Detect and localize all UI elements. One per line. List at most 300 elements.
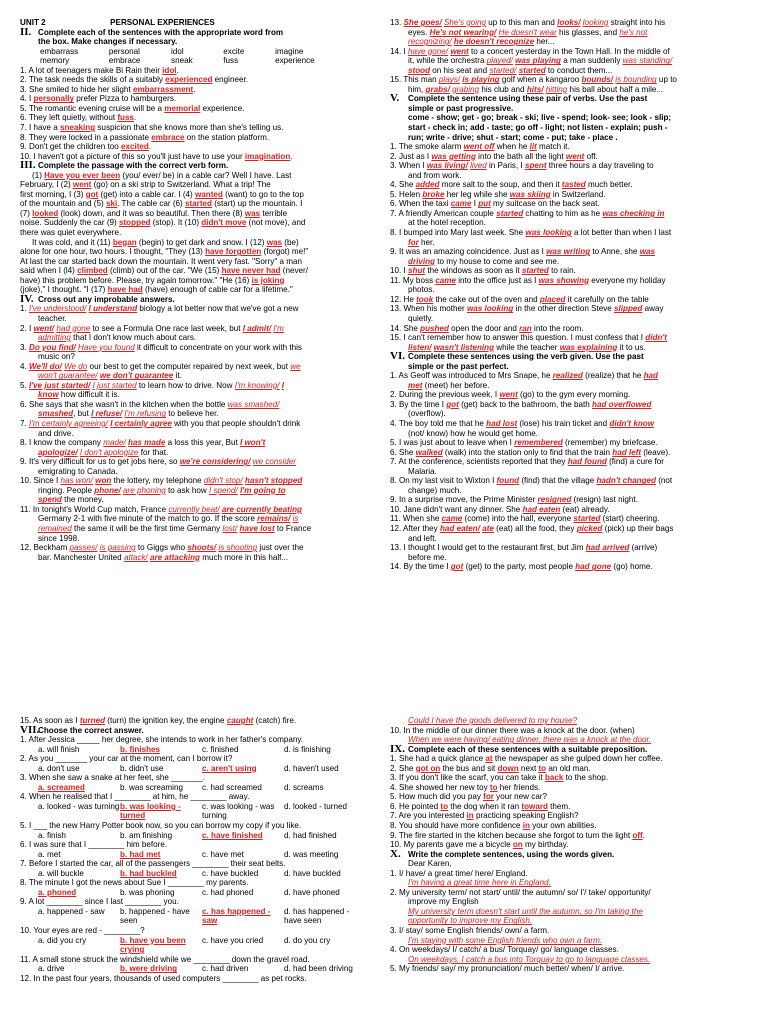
exercise-line-answer: lost/ (222, 523, 238, 533)
exercise-line-answer: On weekdays, I catch a bus into Torquay to go to language classes. (408, 954, 651, 964)
exercise-line-text: a man suddenly (560, 56, 623, 66)
exercise-line (390, 773, 750, 783)
exercise-line-text: prefer Pizza to hamburgers. (74, 94, 177, 104)
exercise-line-answer: is bounding (615, 75, 657, 85)
word-box-item: sneak (171, 56, 193, 66)
verb-pairs-line (390, 113, 750, 123)
exercise-line (390, 285, 750, 295)
exercise-line-text: 3. If you don't like the scarf, you can take it (390, 773, 545, 783)
exercise-line-text: 13. When his mother (390, 304, 467, 314)
answer-option: d. have buckled (284, 868, 341, 878)
exercise-line (390, 266, 750, 276)
exercise-line-text: (catch) fire. (253, 716, 297, 725)
exercise-line-text: . (133, 113, 137, 123)
exercise-line (390, 66, 750, 76)
exercise-line-answer: to (489, 782, 498, 792)
worksheet-top-half (0, 18, 768, 688)
exercise-line-answer: passes/ (69, 543, 98, 553)
exercise-line (390, 142, 750, 152)
word-box-item: imagine (275, 46, 304, 56)
exercise-line-text: 3. She smiled to hide her slight (20, 84, 133, 94)
exercise-line-answer: had eaten/ (439, 523, 480, 533)
answer-option: c. finished (202, 744, 239, 754)
exercise-line-answer: got (450, 562, 464, 572)
exercise-line-answer: slipped (614, 304, 643, 314)
exercise-line-text: 6. She (390, 447, 416, 457)
exercise-line-answer: driving (408, 256, 435, 266)
passage-line-text: (joke)," I thought. "I (17) (20, 285, 108, 295)
exercise-line-text: at the hotel reception. (408, 218, 486, 228)
exercise-line-text: and left. (408, 533, 437, 543)
exercise-line (390, 467, 750, 477)
exercise-line-text: improve my English (408, 897, 479, 907)
exercise-line-answer: started (518, 65, 546, 75)
exercise-line-text: 5. I was just about to leave when I (390, 438, 515, 448)
exercise-line-text: open the door and (448, 323, 520, 333)
exercise-line (390, 869, 750, 879)
exercise-line-text: practicing speaking English? (473, 811, 579, 821)
exercise-line-answer: toward (521, 801, 548, 811)
passage-line-text: February, I (2) (20, 180, 73, 190)
exercise-line (20, 133, 366, 143)
exercise-line-text: his glasses, and (556, 27, 620, 37)
exercise-line-answer: apologize/ (38, 447, 78, 457)
exercise-line-text: 10. In the middle of our dinner there was a knock at the door. (when) (390, 725, 635, 735)
verb-pairs-line (390, 133, 750, 143)
exercise-line-answer: found (496, 476, 520, 486)
exercise-line-answer: phone/ (94, 485, 121, 495)
exercise-line (390, 476, 750, 486)
exercise-line-text: 1. The smoke alarm (390, 142, 464, 152)
exercise-line-text: 6. When the taxi (390, 199, 451, 209)
unit-name: PERSONAL EXPERIENCES (110, 18, 215, 27)
exercise-line-text: 6. They left quietly, without (20, 113, 118, 123)
correct-option: b. was looking - turned (120, 801, 181, 821)
exercise-line (20, 457, 366, 467)
exercise-line-answer: have lost (239, 523, 275, 533)
exercise-line-text: him, (408, 84, 426, 94)
passage-line (20, 228, 366, 238)
exercise-line (390, 955, 750, 965)
word-box-item: experience (275, 56, 315, 66)
exercise-line-text: 2. I (20, 323, 34, 333)
word-box-item: excite (223, 46, 245, 56)
exercise-line-answer: had lost (486, 418, 518, 428)
exercise-line-text: . (176, 65, 179, 75)
exercise-line-answer: I'm having a great time here in England. (408, 878, 551, 888)
exercise-line-answer: went (450, 46, 469, 56)
exercise-line-text: change) much. (408, 485, 462, 495)
exercise-line-answer: for (483, 792, 494, 802)
exercise-line (390, 238, 750, 248)
exercise-line-text: it difficult to concentrate on your work with this (134, 342, 302, 352)
answer-option: c. had screamed (202, 782, 262, 792)
exercise-line-text: Germany 2-1 with five minute of the match to go. If the score (38, 514, 258, 524)
exercise-line-text: (come) into the hall, everyone (462, 514, 574, 524)
exercise-line-text: to Giggs who (135, 543, 188, 553)
exercise-line-text: in the other direction Steve (513, 304, 615, 314)
exercise-line (20, 438, 366, 448)
exercise-line-answer: was looking (466, 304, 514, 314)
exercise-line-text: in Switzerland. (550, 189, 606, 199)
exercise-line-text: 1. She had a quick glance (390, 754, 486, 764)
exercise-line (390, 75, 750, 85)
exercise-line-text: 11. When she (390, 514, 442, 524)
exercise-line-text: it, while the orchestra (408, 56, 487, 66)
exercise-line-text: teacher. (38, 313, 67, 323)
exercise-line (390, 190, 750, 200)
passage-line-text: . The cable car (6) (117, 199, 185, 209)
passage-line-text: At last the car started back down the mountain. It went very fast. "Sorry" a man (20, 256, 302, 266)
exercise-line-answer: won (95, 476, 112, 486)
section-multiple-choice (20, 716, 366, 983)
passage-line-text: It was cold, and it (11) (32, 237, 113, 247)
exercise-line-text: 2. Just as I (390, 151, 432, 161)
exercise-line (390, 276, 750, 286)
exercise-line-text: since 1998. (38, 533, 80, 543)
exercise-line-text: on his seat and (430, 65, 490, 75)
passage-line-text: (begin) to get dark and snow. I (12) (136, 237, 267, 247)
exercise-line-text: 10. My parents gave me a bicycle (390, 840, 513, 850)
bottom-left-column (20, 716, 366, 983)
answer-option: d. screams (284, 782, 324, 792)
exercise-line-text: (turn) the ignition key, the engine (105, 716, 227, 725)
exercise-line-text: . (642, 830, 645, 840)
exercise-line-text: 14. I (390, 46, 408, 56)
section-rewrite-cont (390, 716, 750, 745)
section-heading (390, 352, 750, 362)
section-number: X. (390, 847, 401, 860)
exercise-line-answer: had arrived (585, 543, 630, 553)
exercise-line-text: my birthday. (522, 840, 569, 850)
passage-line-answer: didn't move (201, 218, 247, 228)
section-instruction: Complete each of the sentences with the appropriate word from (38, 27, 284, 37)
passage-line-text: alone for one hour, two hours. I thought, "They (13) (20, 247, 206, 257)
exercise-line-text: 5. (20, 380, 29, 390)
exercise-line-text: 9. Don't get the children too (20, 142, 121, 152)
exercise-line-text: photos. (408, 285, 435, 295)
exercise-line (390, 831, 750, 841)
passage-line (20, 257, 366, 267)
exercise-line (390, 792, 750, 802)
correct-option: c. has happened - saw (202, 906, 271, 926)
exercise-line (390, 936, 750, 946)
question-text: 3. When she saw a snake at her feet, she _______. (20, 773, 205, 783)
exercise-line-text: just over the (257, 543, 304, 553)
word-box-item: personal (108, 46, 140, 56)
exercise-line-answer: We do (64, 361, 88, 371)
exercise-line (390, 171, 750, 181)
exercise-line-answer: turned (79, 716, 106, 725)
exercise-line-text: . (193, 84, 196, 94)
exercise-line-text: (remember) my briefcase. (562, 438, 658, 448)
exercise-line-text: 3. When I (390, 161, 427, 171)
exercise-line-answer: He doesn't wear (498, 27, 557, 37)
exercise-line-text: 10. Since I (20, 476, 61, 486)
section-instruction: Complete the sentence using these pair of verbs. Use the past (408, 94, 648, 104)
answer-option: c. had phoned (202, 887, 254, 897)
exercise-line-answer: I understand (88, 304, 138, 314)
question-line (20, 735, 366, 745)
exercise-line-text: (walk) into the station only to find that the train (442, 447, 613, 457)
exercise-line (390, 314, 750, 324)
exercise-line-answer: is shooting (218, 543, 258, 553)
passage-line-text: (1) (32, 170, 45, 180)
exercise-line (390, 56, 750, 66)
question-line (20, 955, 366, 965)
exercise-line (390, 897, 750, 907)
exercise-line-answer: was smashed/ (227, 399, 280, 409)
exercise-line-answer: met (408, 380, 423, 390)
exercise-line (390, 916, 750, 926)
exercise-line-text: 12. After they (390, 523, 440, 533)
exercise-line-answer: I'm certainly agreeing/ (29, 418, 108, 428)
question-text: 7. Before I started the car, all of the passengers ________ their seat belts. (20, 859, 286, 869)
exercise-line-text: (meet) her before. (422, 380, 490, 390)
verb-pairs-text: run; write - drive; shut - start; come - put; take - place . (408, 132, 618, 142)
exercise-line-answer: had eaten (522, 504, 561, 514)
exercise-line-text: 2. During the previous week, I (390, 390, 500, 400)
exercise-line-text: 8. I know the company (20, 438, 104, 448)
exercise-line (20, 390, 366, 400)
passage-line-answer: wanted (194, 189, 223, 199)
exercise-line-answer: made/ (103, 438, 126, 448)
exercise-line-text: . (290, 151, 293, 161)
exercise-line-answer: resigned (537, 495, 572, 505)
exercise-line-answer: down (497, 763, 519, 773)
exercise-line (390, 209, 750, 219)
answer-option: c. have you cried (202, 935, 264, 945)
passage-line-answer: is joking (251, 275, 285, 285)
answer-option: c. was looking - was turning (202, 801, 275, 821)
exercise-line (390, 562, 750, 572)
passage-line-text: there was quiet everywhere. (20, 228, 122, 238)
section-instruction: the box. Make changes if necessary. (38, 37, 178, 47)
exercise-line-text: three hours a day traveling to (546, 161, 654, 171)
exercise-line-answer: walked (415, 447, 443, 457)
exercise-line-text: and drive. (38, 428, 74, 438)
section-heading (20, 37, 366, 47)
exercise-line (390, 333, 750, 343)
exercise-line-answer: was checking in (602, 208, 665, 218)
exercise-line-text: 5. How much did you pay (390, 792, 484, 802)
exercise-line-answer: was getting (431, 151, 476, 161)
exercise-line-text: 10. I (390, 266, 408, 276)
correct-option: b. were driving (120, 964, 178, 974)
exercise-line (20, 505, 366, 515)
section-heading (390, 104, 750, 114)
exercise-line (20, 104, 366, 114)
exercise-line-text: (lose) his train ticket and (517, 418, 610, 428)
exercise-line-text: into the bath all the light (475, 151, 566, 161)
exercise-line-text: (not (655, 476, 673, 486)
question-line (20, 878, 366, 888)
exercise-line-answer: we (290, 361, 301, 371)
exercise-line-answer: He's not wearing/ (429, 27, 497, 37)
exercise-line-answer: I admit/ (242, 323, 272, 333)
exercise-line-answer: I (281, 380, 284, 390)
exercise-line-text: . (148, 142, 152, 152)
exercise-line-text: 4. On weekdays/ I/ catch/ a bus/ Torquay/ go/ language classes. (390, 945, 619, 955)
exercise-line-text: your new car? (493, 792, 548, 802)
section-instruction: Write the complete sentences, using the words given. (408, 849, 615, 859)
answer-options (20, 764, 366, 774)
exercise-line-text: 12. He (390, 294, 417, 304)
question-line (20, 792, 366, 802)
exercise-line-answer: attack/ (123, 552, 148, 562)
answer-option: d. haven't used (284, 763, 339, 773)
exercise-line (20, 324, 366, 334)
exercise-line (20, 476, 366, 486)
exercise-line (390, 735, 750, 745)
exercise-line-answer: started (573, 514, 601, 524)
exercise-line (390, 409, 750, 419)
passage-line-text: of the mountain and (5) (20, 199, 106, 209)
exercise-line-answer: Do you find/ (29, 342, 76, 352)
exercise-line-text: an old man. (546, 763, 591, 773)
exercise-line-answer: currently beat/ (168, 504, 220, 514)
question-text: 9. A lot ________ since I last ________ you. (20, 897, 179, 907)
exercise-line (20, 333, 366, 343)
exercise-line-answer: got on (415, 763, 441, 773)
word-box-item: idol (171, 46, 184, 56)
exercise-line-answer: back (544, 773, 564, 783)
exercise-line-text: 4. She (390, 180, 416, 190)
answer-option: d. have phoned (284, 887, 340, 897)
exercise-line (390, 152, 750, 162)
exercise-line-text: quietly. (408, 313, 434, 323)
exercise-line-text: to believe her. (165, 409, 219, 419)
exercise-line (20, 514, 366, 524)
exercise-line (20, 371, 366, 381)
exercise-line-text: with you that people shouldn't drink (171, 418, 301, 428)
exercise-line-answer: memorial (164, 103, 201, 113)
passage-line (20, 199, 366, 209)
exercise-line (20, 66, 366, 76)
exercise-line (20, 75, 366, 85)
exercise-line-answer: lived (470, 161, 487, 171)
exercise-line-answer: won't guarantee/ (38, 371, 98, 381)
exercise-line-text: it. (173, 371, 182, 381)
exercise-line-answer: in (522, 821, 530, 831)
answer-option: a. looked - was turning (38, 801, 120, 811)
word-box (20, 47, 366, 66)
exercise-line-text: (arrive) (629, 543, 658, 553)
exercise-line (20, 467, 366, 477)
exercise-line-text: (resign) last night. (571, 495, 638, 505)
exercise-line-answer: caught (226, 716, 254, 725)
question-text: 4. When he realised that I ________ at him, he ________ away. (20, 792, 250, 802)
exercise-line-text: 5. The romantic evening cruise will be a (20, 103, 165, 113)
exercise-line-text: engineer. (212, 75, 248, 85)
section-number: IV. (20, 292, 34, 305)
passage-line-answer: climbed (77, 266, 108, 276)
exercise-line-text: off. (584, 151, 598, 161)
passage-line (20, 180, 366, 190)
exercise-line-answer: was looking (525, 228, 572, 238)
exercise-line (390, 438, 750, 448)
answer-option: b. am finishing (120, 830, 173, 840)
exercise-line-text: much better. (585, 180, 633, 190)
exercise-line-text: into the room. (531, 323, 584, 333)
answer-option: d. is finishing (284, 744, 331, 754)
exercise-line-text: his club and (479, 84, 527, 94)
exercise-line-answer: I've understood/ (29, 304, 87, 314)
exercise-line-text: I (471, 199, 479, 209)
passage-line (20, 218, 366, 228)
section-heading (20, 25, 366, 38)
exercise-line-text: the newspaper as she gulped down her coffee. (492, 754, 663, 764)
exercise-line-text: 13. I thought I would get to the restaurant first, but Jim (390, 543, 586, 553)
answer-options (20, 888, 366, 898)
bottom-right-column (390, 716, 750, 974)
exercise-line-text: 14. She (390, 323, 421, 333)
section-past-perfect (390, 352, 750, 572)
exercise-line (390, 534, 750, 544)
exercise-line-text: 6. She says that she wasn't in the kitchen when the bottle (20, 399, 228, 409)
exercise-line (390, 907, 750, 917)
exercise-line-answer: we consider (252, 457, 296, 467)
answer-option: a. will finish (38, 744, 80, 754)
unit-title (20, 18, 366, 28)
exercise-line-answer: was standing/ (622, 56, 673, 66)
exercise-line-answer: was explaining (559, 342, 618, 352)
exercise-line-text: 12. Beckham (20, 543, 70, 553)
question-text: 11. A small stone struck the windshield while we ________ down the gravel road. (20, 954, 310, 964)
exercise-line-text: 4. I (20, 94, 34, 104)
exercise-line (20, 152, 366, 162)
exercise-line-answer: he's not (619, 27, 648, 37)
exercise-line (390, 257, 750, 267)
exercise-line (390, 85, 750, 95)
exercise-line (390, 524, 750, 534)
exercise-line-answer: looking (582, 18, 609, 27)
exercise-line-text: bar. Manchester United (38, 552, 124, 562)
exercise-line (20, 362, 366, 372)
exercise-line-answer: I don't apologize (79, 447, 139, 457)
exercise-line-answer: are currently beating (221, 504, 302, 514)
answer-options (20, 831, 366, 841)
exercise-line-text: 3. By the time I (390, 399, 447, 409)
exercise-line (390, 390, 750, 400)
question-line (20, 926, 366, 936)
passage-line (20, 285, 366, 295)
passage-line-text: (never/ (280, 266, 308, 276)
exercise-line (390, 840, 750, 850)
passage-line-text: have) this problem before. Please, try again tomorrow." "He (16) (20, 275, 252, 285)
exercise-line-answer: I'm knowing/ (234, 380, 280, 390)
exercise-line-answer: embarrassment (132, 84, 194, 94)
exercise-line-answer: had overflowed (592, 399, 652, 409)
exercise-line (20, 409, 366, 419)
exercise-line-text: 7. Are you interested (390, 811, 467, 821)
section-heading (20, 292, 366, 305)
section-instruction: Cross out any improbable answers. (38, 294, 175, 304)
exercise-line-text: (get) to the party, most people (463, 562, 576, 572)
exercise-line (390, 505, 750, 515)
passage-line-text: (you/ ever/ be) in a cable car? Well I have. Last (120, 170, 292, 180)
exercise-line-answer: was skiing (509, 189, 551, 199)
exercise-line-text: 6. He pointed (390, 801, 441, 811)
exercise-line-answer: didn't stop/ (203, 476, 243, 486)
exercise-line-answer: She's going (444, 18, 487, 27)
exercise-line-text: 15. As soon as I (20, 716, 80, 725)
exercise-line-answer: has won/ (60, 476, 93, 486)
exercise-line-text: music on? (38, 352, 75, 362)
section-instruction: Complete these sentences using the verb given. Use the past (408, 352, 644, 362)
section-number: VI. (390, 350, 405, 363)
exercise-line-text: 9. The fire started in the kitchen because she forgot to turn the light (390, 830, 633, 840)
